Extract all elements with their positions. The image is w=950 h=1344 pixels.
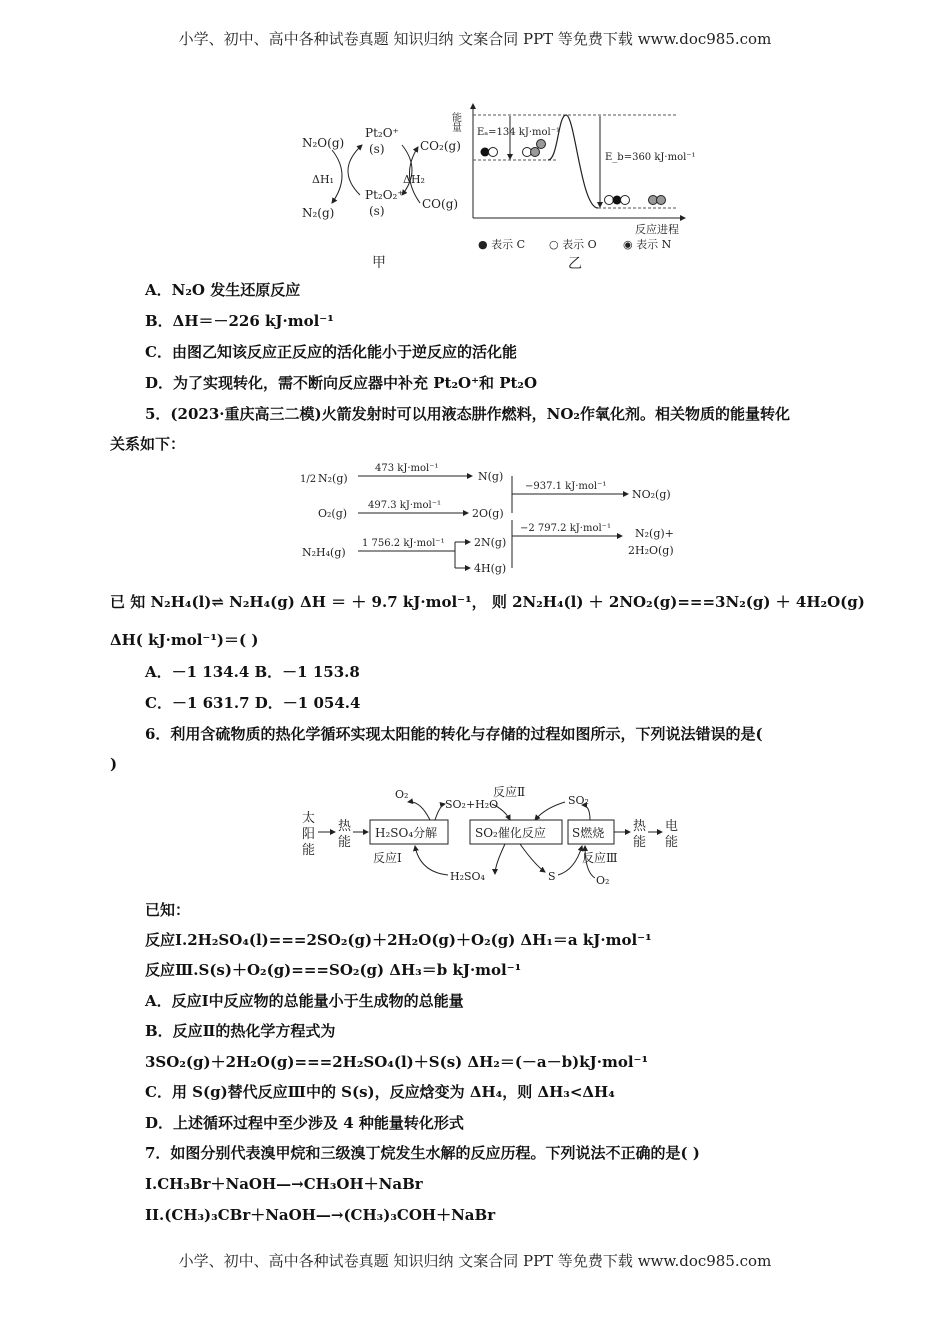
reaction-3-label: 反应Ⅲ	[582, 851, 618, 865]
dh1-label: ΔH₁	[312, 173, 334, 186]
q6-known: 已知：	[145, 901, 191, 919]
sun-char-2: 阳	[302, 827, 316, 842]
pt2o-plus-label: Pt₂O⁺	[365, 126, 399, 140]
heat-char-2: 能	[338, 835, 352, 850]
half-label: 1/2	[300, 474, 317, 485]
so2-top: SO₂	[568, 794, 589, 807]
q6-option-a: A．反应Ⅰ中反应物的总能量小于生成物的总能量	[145, 992, 464, 1010]
o2-source: O₂(g)	[318, 507, 348, 520]
q5-condition-1: 已 知 N₂H₄(l)⇌ N₂H₄(g) ΔH ＝ ＋ 9.7 kJ·mol⁻¹， 则 2N₂H₄(l) ＋ 2NO₂(g)===3N₂(g) ＋ 4H₂O(g)	[110, 593, 865, 611]
figure-yi	[449, 100, 696, 275]
elec-char-2: 能	[665, 835, 679, 850]
figure-jia	[290, 95, 470, 275]
energy-497: 497.3 kJ·mol⁻¹	[368, 500, 442, 511]
page-footer: 小学、初中、高中各种试卷真题 知识归纳 文案合同 PPT 等免费下载 www.doc985.com	[178, 1252, 772, 1270]
ea-label: Eₐ=134 kJ·mol⁻¹	[477, 127, 561, 138]
elec-char-1: 电	[665, 819, 679, 834]
q5-stem-line1: 5．(2023·重庆高三二模)火箭发射时可以用液态肼作燃料，NO₂作氧化剂。相关物质的能量转化	[145, 405, 790, 423]
q4-option-a: A．N₂O 发生还原反应	[145, 281, 301, 299]
q7-reaction-2: II.(CH₃)₃CBr＋NaOH—→(CH₃)₃COH＋NaBr	[145, 1206, 496, 1224]
page-header: 小学、初中、高中各种试卷真题 知识归纳 文案合同 PPT 等免费下载 www.doc985.com	[178, 30, 772, 48]
q6-option-c: C．用 S(g)替代反应Ⅲ中的 S(s)，反应焓变为 ΔH₄，则 ΔH₃<ΔH₄	[145, 1083, 615, 1101]
energy-2797: −2 797.2 kJ·mol⁻¹	[520, 523, 611, 534]
sun-char-1: 太	[302, 811, 316, 826]
no2-product: NO₂(g)	[632, 488, 671, 501]
q6-eq-3: 反应Ⅲ.S(s)＋O₂(g)===SO₂(g) ΔH₃＝b kJ·mol⁻¹	[145, 961, 522, 979]
box-h2so4-label: H₂SO₄分解	[375, 826, 438, 840]
heat-char-3: 热	[633, 819, 647, 834]
co-label: CO(g)	[422, 197, 459, 211]
box-so2-label: SO₂催化反应	[475, 826, 546, 840]
caption-yi: 乙	[568, 256, 582, 272]
q4-option-c: C．由图乙知该反应正反应的活化能小于逆反应的活化能	[145, 343, 517, 361]
q7-stem: 7．如图分别代表溴甲烷和三级溴丁烷发生水解的反应历程。下列说法不正确的是( )	[145, 1144, 700, 1162]
box-s-label: S燃烧	[572, 826, 605, 840]
legend-c: ● 表示 C	[478, 238, 526, 251]
pt2o2-plus-label: Pt₂O₂⁺	[365, 188, 404, 202]
y-axis-label: 能量	[449, 112, 461, 132]
q7-reaction-1: I.CH₃Br＋NaOH—→CH₃OH＋NaBr	[145, 1175, 423, 1193]
q6-option-d: D．上述循环过程中至少涉及 4 种能量转化形式	[145, 1114, 464, 1132]
n2h4-source: N₂H₄(g)	[302, 546, 346, 559]
s2-label: (s)	[369, 204, 385, 218]
dh2-label: ΔH₂	[403, 173, 425, 186]
2og-label: 2O(g)	[472, 507, 504, 520]
figure-q5	[300, 458, 690, 583]
x-axis-label: 反应进程	[635, 223, 679, 236]
q6-option-b-eq: 3SO₂(g)＋2H₂O(g)===2H₂SO₄(l)＋S(s) ΔH₂＝(－a－b)kJ·mol⁻¹	[145, 1053, 649, 1071]
energy-1756: 1 756.2 kJ·mol⁻¹	[362, 538, 445, 549]
s1-label: (s)	[369, 142, 385, 156]
q6-stem-line2: )	[110, 755, 118, 773]
q6-option-b: B．反应Ⅱ的热化学方程式为	[145, 1022, 336, 1040]
n2o-label: N₂O(g)	[302, 136, 345, 150]
legend-o: ○ 表示 O	[549, 238, 597, 251]
caption-jia: 甲	[372, 255, 386, 271]
arrow-pt-left	[348, 145, 362, 195]
energy-937: −937.1 kJ·mol⁻¹	[525, 481, 607, 492]
ng-label: N(g)	[478, 470, 504, 483]
eb-label: E_b=360 kJ·mol⁻¹	[605, 152, 696, 163]
reaction-1-label: 反应Ⅰ	[373, 851, 402, 865]
figure-q6	[300, 780, 685, 892]
h2o-product: 2H₂O(g)	[628, 544, 674, 557]
2ng-label: 2N(g)	[474, 536, 507, 549]
o2-top: O₂	[395, 788, 409, 801]
q5-stem-line2: 关系如下：	[110, 435, 186, 453]
sun-char-3: 能	[302, 843, 316, 858]
atom-o	[489, 148, 498, 157]
q6-stem-line1: 6．利用含硫物质的热化学循环实现太阳能的转化与存储的过程如图所示，下列说法错误的是(	[145, 725, 763, 743]
heat-char-4: 能	[633, 835, 647, 850]
h2so4-bottom: H₂SO₄	[450, 870, 485, 883]
energy-473: 473 kJ·mol⁻¹	[375, 463, 439, 474]
q4-option-d: D．为了实现转化，需不断向反应器中补充 Pt₂O⁺和 Pt₂O	[145, 374, 538, 392]
so2-h2o-label: SO₂+H₂O	[445, 798, 499, 811]
q4-option-b: B．ΔH＝－226 kJ·mol⁻¹	[145, 312, 334, 330]
s-bottom: S	[548, 870, 556, 883]
n2-source: N₂(g)	[318, 472, 348, 485]
q6-eq-1: 反应Ⅰ.2H₂SO₄(l)===2SO₂(g)＋2H₂O(g)＋O₂(g) ΔH₁＝a kJ·mol⁻¹	[145, 931, 652, 949]
q5-condition-2: ΔH( kJ·mol⁻¹)＝( )	[110, 631, 259, 649]
n2-product: N₂(g)+	[635, 527, 674, 540]
co2-label: CO₂(g)	[420, 139, 461, 153]
legend-n: ◉ 表示 N	[623, 238, 672, 251]
heat-char-1: 热	[338, 819, 352, 834]
o2-bottom: O₂	[596, 874, 610, 887]
q5-options-cd: C．－1 631.7 D．－1 054.4	[145, 694, 361, 712]
n2-label: N₂(g)	[302, 206, 335, 220]
4hg-label: 4H(g)	[474, 562, 507, 575]
q5-options-ab: A．－1 134.4 B．－1 153.8	[145, 663, 360, 681]
reaction-2-label: 反应Ⅱ	[493, 785, 526, 799]
